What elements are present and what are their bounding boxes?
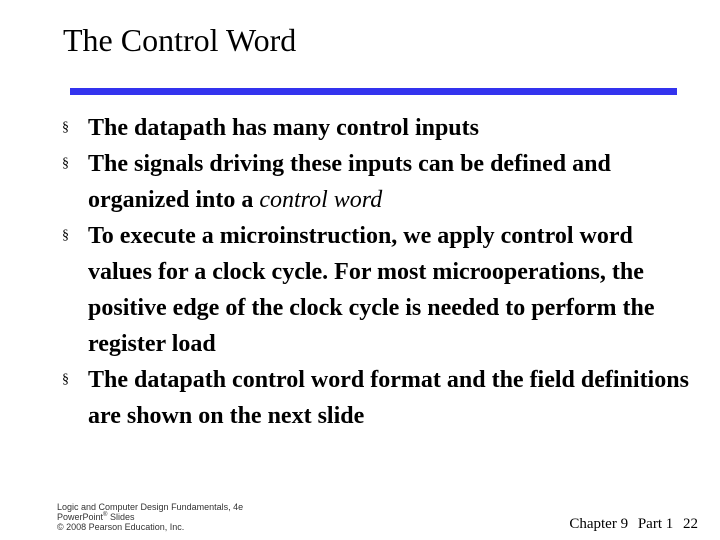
- bullet-text: The datapath control word format and the field definitions are shown on the next slide: [88, 367, 689, 429]
- registered-mark: ®: [103, 512, 108, 518]
- bullet-item: [62, 362, 702, 434]
- credit-format-suffix: Slides: [107, 512, 135, 522]
- credit-format: [57, 512, 243, 522]
- title-underline: [70, 88, 677, 95]
- bullet-marker-icon: §: [62, 228, 69, 243]
- credit-copyright: © 2008 Pearson Education, Inc.: [57, 522, 185, 532]
- bullet-text: The signals driving these inputs can be defined and organized into a: [88, 151, 611, 213]
- footer-page-number: 22: [683, 516, 698, 532]
- bullet-item: [62, 110, 702, 146]
- slide-title: The Control Word: [63, 22, 297, 58]
- slide-footer: [563, 516, 698, 533]
- credit-format-text: PowerPoint: [57, 512, 104, 522]
- copyright-credit: [57, 502, 243, 532]
- footer-part: Part 1: [637, 516, 674, 532]
- bullet-item: [62, 218, 702, 362]
- footer-chapter: Chapter 9: [569, 516, 629, 532]
- bullet-text: To execute a microinstruction, we apply control word values for a clock cycle. For most microoperations, the positive edge of the clock cycle is needed to perform the register load: [88, 223, 655, 357]
- bullet-item: [62, 146, 702, 218]
- bullet-marker-icon: §: [62, 156, 69, 171]
- bullet-emphasis: control word: [259, 187, 383, 213]
- bullet-marker-icon: §: [62, 120, 69, 135]
- bullet-text: The datapath has many control inputs: [88, 115, 479, 141]
- credit-book-title: Logic and Computer Design Fundamentals, 4e: [57, 502, 244, 512]
- bullet-list: [62, 110, 702, 434]
- bullet-marker-icon: §: [62, 372, 69, 387]
